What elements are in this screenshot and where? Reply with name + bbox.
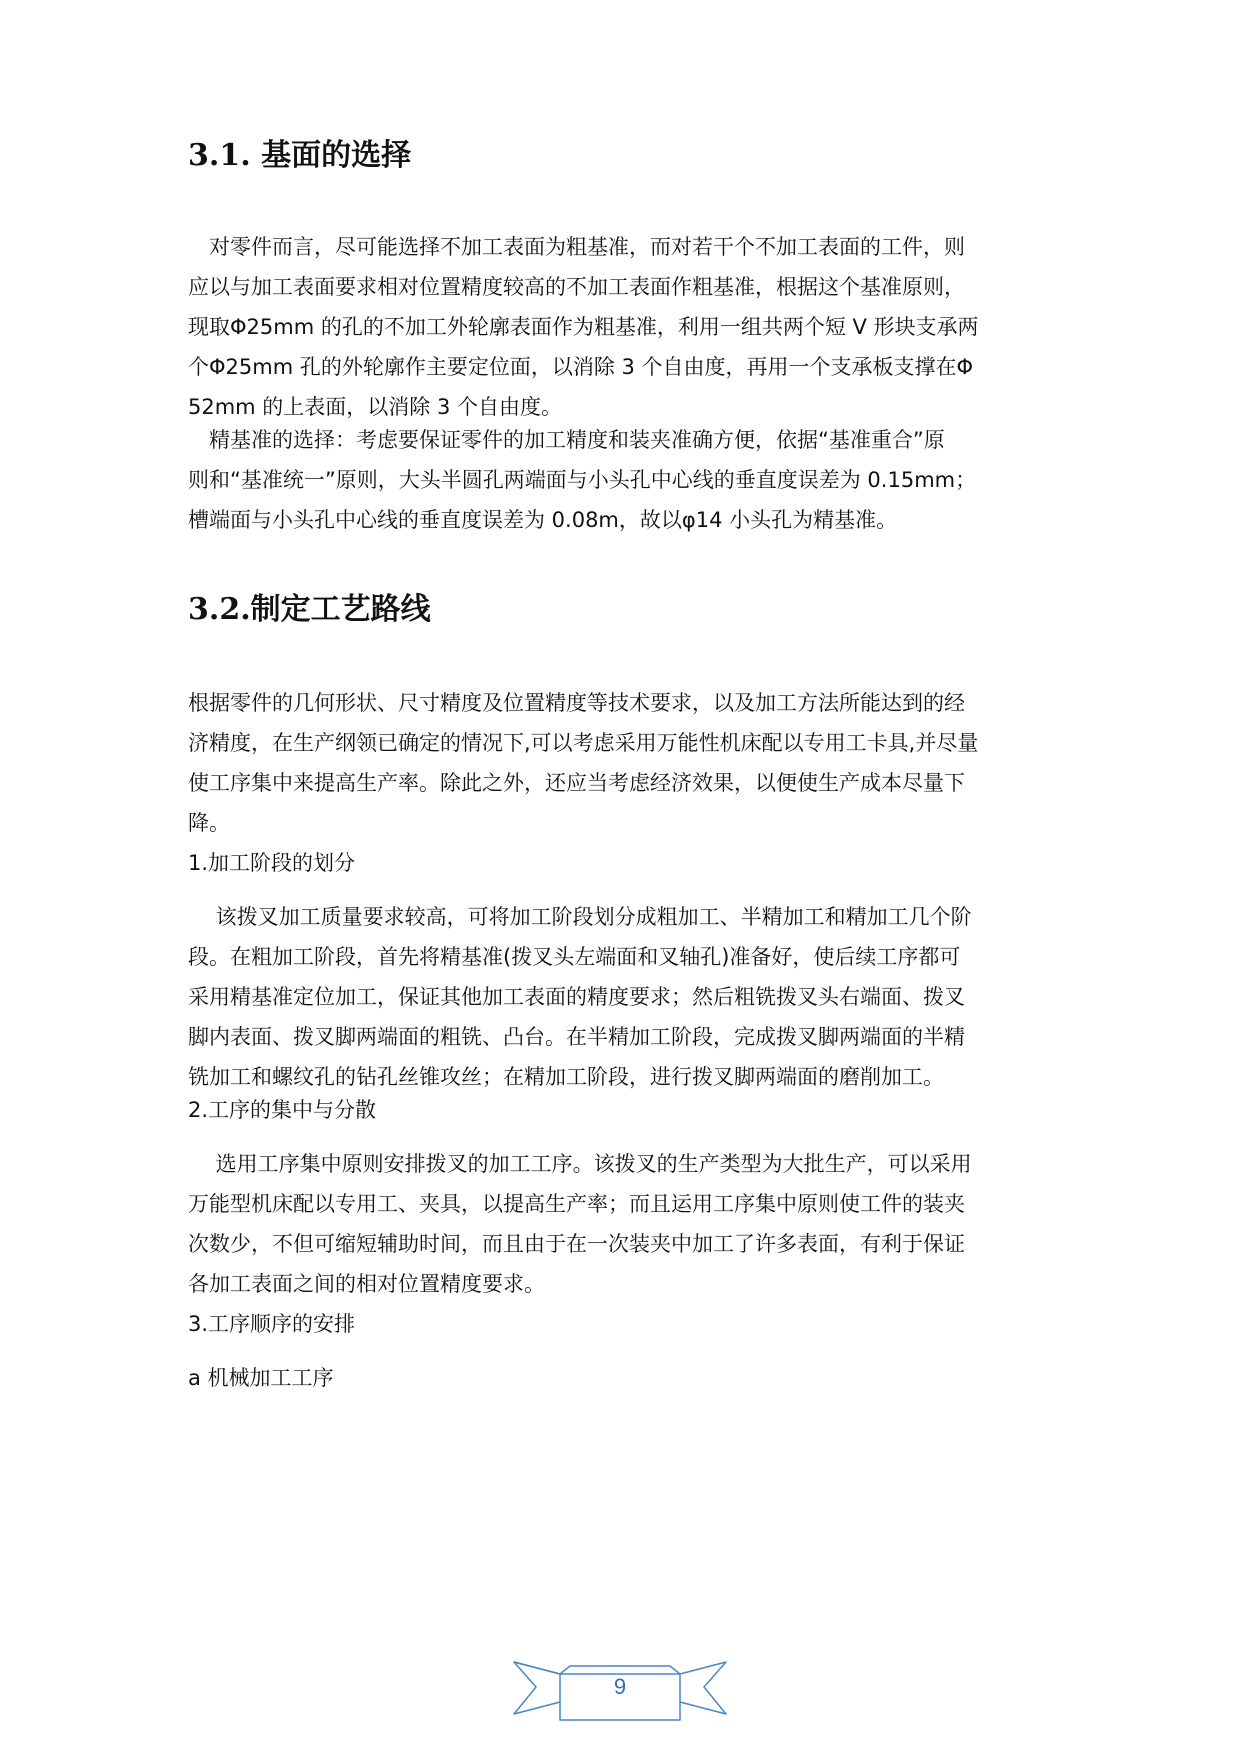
paragraph-rough-datum (188, 227, 1088, 427)
subsection-label-stages: 1.加工阶段的划分 (188, 851, 356, 875)
text-line: 根据零件的几何形状、尺寸精度及位置精度等技术要求，以及加工方法所能达到的经 (188, 691, 965, 715)
text-line: 选用工序集中原则安排拨叉的加工工序。该拨叉的生产类型为大批生产，可以采用 (188, 1152, 972, 1176)
text-line: 各加工表面之间的相对位置精度要求。 (188, 1272, 545, 1296)
page-number: 9 (613, 1674, 627, 1699)
text-line: 则和“基准统一”原则，大头半圆孔两端面与小头孔中心线的垂直度误差为 0.15mm； (188, 468, 977, 492)
text-line: 个Φ25mm 孔的外轮廓作主要定位面，以消除 3 个自由度，再用一个支承板支撑在Φ (188, 355, 974, 379)
text-line: 采用精基准定位加工，保证其他加工表面的精度要求；然后粗铣拨叉头右端面、拨叉 (188, 985, 965, 1009)
subsection-label-sequence: 3.工序顺序的安排 (188, 1312, 356, 1336)
text-line: 该拨叉加工质量要求较高，可将加工阶段划分成粗加工、半精加工和精加工几个阶 (188, 905, 972, 929)
text-line: 降。 (188, 811, 230, 835)
text-line: 应以与加工表面要求相对位置精度较高的不加工表面作粗基准，根据这个基准原则， (188, 275, 965, 299)
text-line: 精基准的选择：考虑要保证零件的加工精度和装夹准确方便，依据“基准重合”原 (188, 428, 945, 452)
text-line: 使工序集中来提高生产率。除此之外，还应当考虑经济效果，以便使生产成本尽量下 (188, 771, 965, 795)
text-line: 槽端面与小头孔中心线的垂直度误差为 0.08m，故以φ14 小头孔为精基准。 (188, 508, 898, 532)
section-heading-3-1: 3.1. 基面的选择 (188, 138, 412, 173)
text-line: 52mm 的上表面，以消除 3 个自由度。 (188, 395, 563, 419)
text-line: 次数少，不但可缩短辅助时间，而且由于在一次装夹中加工了许多表面，有利于保证 (188, 1232, 965, 1256)
text-line: 现取Φ25mm 的孔的不加工外轮廓表面作为粗基准，利用一组共两个短 V 形块支承两 (188, 315, 979, 339)
text-line: 脚内表面、拨叉脚两端面的粗铣、凸台。在半精加工阶段，完成拨叉脚两端面的半精 (188, 1025, 965, 1049)
page-footer (510, 1652, 730, 1722)
paragraph-fine-datum (188, 420, 1088, 540)
section-heading-3-2: 3.2.制定工艺路线 (188, 592, 431, 627)
paragraph-process-route (188, 683, 1088, 843)
text-line: 济精度，在生产纲领已确定的情况下,可以考虑采用万能性机床配以专用工卡具,并尽量 (188, 731, 979, 755)
text-line: 铣加工和螺纹孔的钻孔丝锥攻丝；在精加工阶段，进行拨叉脚两端面的磨削加工。 (188, 1065, 944, 1089)
item-label-machining: a 机械加工工序 (188, 1366, 334, 1390)
text-line: 万能型机床配以专用工、夹具，以提高生产率；而且运用工序集中原则使工件的装夹 (188, 1192, 965, 1216)
subsection-label-concentration: 2.工序的集中与分散 (188, 1098, 377, 1122)
paragraph-concentration (188, 1144, 1088, 1304)
text-line: 对零件而言，尽可能选择不加工表面为粗基准，而对若干个不加工表面的工件，则 (188, 235, 965, 259)
paragraph-stages (188, 897, 1088, 1097)
text-line: 段。在粗加工阶段，首先将精基准(拨叉头左端面和叉轴孔)准备好，使后续工序都可 (188, 945, 961, 969)
